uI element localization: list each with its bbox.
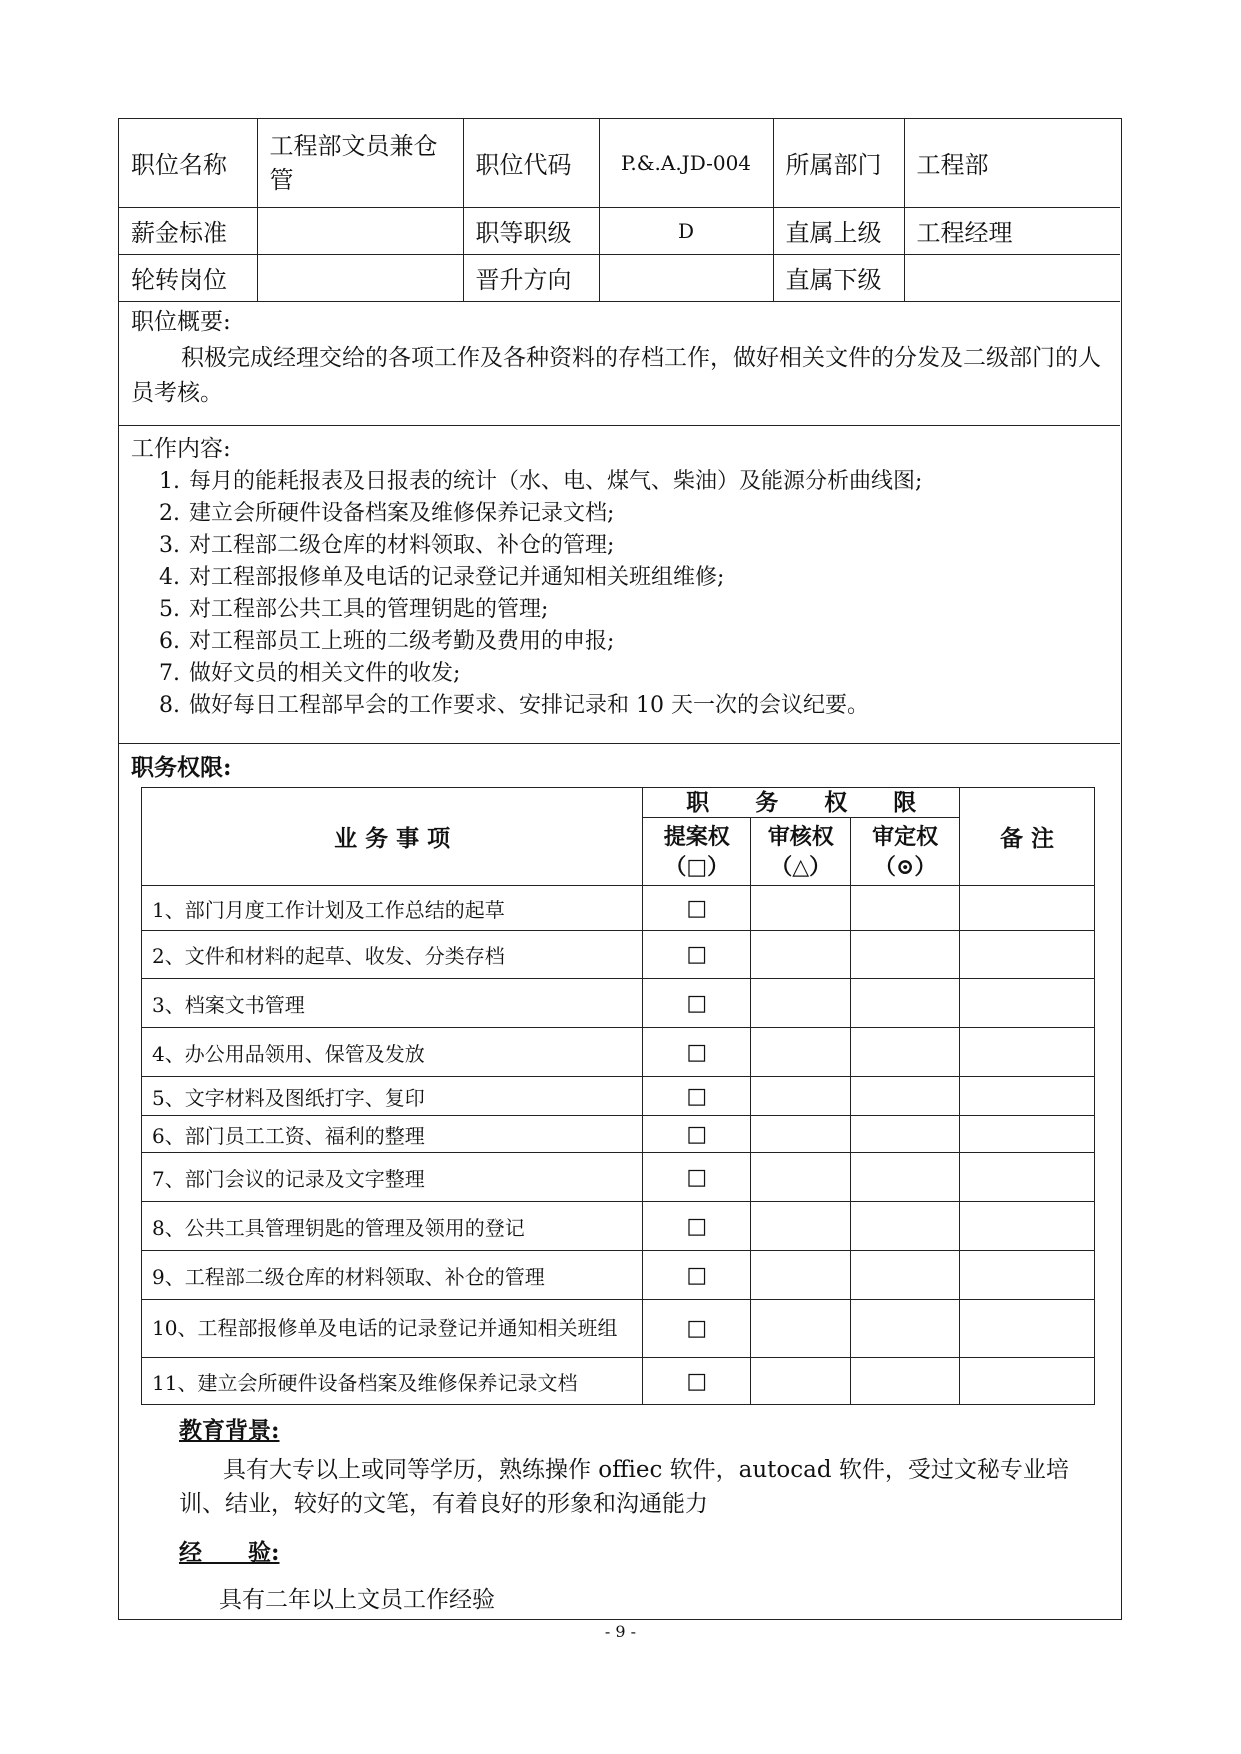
job-description-frame (118, 118, 1122, 1620)
salary-label: 薪金标准 (119, 207, 257, 254)
propose-cell: □ (643, 1116, 751, 1153)
propose-cell: □ (643, 1077, 751, 1116)
table-row (142, 886, 1095, 931)
table-row (142, 1028, 1095, 1077)
item-cell: 2、文件和材料的起草、收发、分类存档 (142, 931, 643, 979)
review-cell (751, 1251, 851, 1300)
table-row (142, 979, 1095, 1028)
rotation-value (257, 254, 463, 301)
authority-header-row (142, 788, 1095, 818)
table-row (142, 1116, 1095, 1153)
position-name-label: 职位名称 (119, 119, 257, 207)
propose-cell: □ (643, 886, 751, 931)
decide-cell (851, 931, 960, 979)
note-cell (960, 979, 1095, 1028)
decide-cell (851, 1251, 960, 1300)
subordinate-label: 直属下级 (773, 254, 904, 301)
review-header: 审核权 （△） (751, 818, 851, 886)
review-cell (751, 1358, 851, 1405)
item-cell: 5、文字材料及图纸打字、复印 (142, 1077, 643, 1116)
authority-group-header: 职 务 权 限 (643, 788, 960, 818)
propose-cell: □ (643, 979, 751, 1028)
review-cell (751, 931, 851, 979)
note-cell (960, 1077, 1095, 1116)
propose-cell: □ (643, 1358, 751, 1405)
propose-header: 提案权 （□） (643, 818, 751, 886)
table-row (142, 931, 1095, 979)
page-number: - 9 - (604, 1622, 637, 1641)
supervisor-value: 工程经理 (904, 207, 1120, 254)
department-value: 工程部 (904, 119, 1120, 207)
decide-cell (851, 1202, 960, 1251)
table-row (142, 1300, 1095, 1358)
review-cell (751, 1202, 851, 1251)
list-item: 5. 对工程部公共工具的管理钥匙的管理; (159, 597, 549, 622)
overview-title: 职位概要: (131, 309, 231, 335)
table-row (142, 1153, 1095, 1202)
info-row (119, 119, 1120, 207)
decide-cell (851, 1028, 960, 1077)
table-row (142, 1251, 1095, 1300)
list-item: 2. 建立会所硬件设备档案及维修保养记录文档; (159, 501, 615, 526)
position-name-value: 工程部文员兼仓管 (257, 119, 463, 207)
decide-cell (851, 1077, 960, 1116)
grade-label: 职等职级 (463, 207, 599, 254)
experience-section (179, 1537, 1079, 1617)
note-cell (960, 1202, 1095, 1251)
item-cell: 9、工程部二级仓库的材料领取、补仓的管理 (142, 1251, 643, 1300)
education-section (179, 1415, 1079, 1521)
note-cell (960, 1116, 1095, 1153)
info-row (119, 254, 1120, 301)
item-cell: 11、建立会所硬件设备档案及维修保养记录文档 (142, 1358, 643, 1405)
list-item: 4. 对工程部报修单及电话的记录登记并通知相关班组维修; (159, 565, 725, 590)
list-item: 8. 做好每日工程部早会的工作要求、安排记录和 10 天一次的会议纪要。 (159, 693, 869, 718)
work-section (119, 426, 1120, 744)
table-row (142, 1358, 1095, 1405)
item-cell: 1、部门月度工作计划及工作总结的起草 (142, 886, 643, 931)
authority-title: 职务权限: (131, 754, 232, 781)
review-cell (751, 979, 851, 1028)
note-column-header: 备 注 (960, 788, 1095, 886)
propose-cell: □ (643, 1300, 751, 1358)
decide-cell (851, 1153, 960, 1202)
job-info-table (119, 119, 1120, 302)
decide-cell (851, 1116, 960, 1153)
position-code-value: P.&.A.JD-004 (599, 119, 773, 207)
review-cell (751, 1028, 851, 1077)
propose-cell: □ (643, 1028, 751, 1077)
subordinate-value (904, 254, 1120, 301)
list-item: 7. 做好文员的相关文件的收发; (159, 661, 461, 686)
review-cell (751, 886, 851, 931)
item-cell: 7、部门会议的记录及文字整理 (142, 1153, 643, 1202)
propose-cell: □ (643, 1202, 751, 1251)
rotation-label: 轮转岗位 (119, 254, 257, 301)
department-label: 所属部门 (773, 119, 904, 207)
overview-section (119, 301, 1120, 426)
decide-cell (851, 1358, 960, 1405)
table-row (142, 1077, 1095, 1116)
supervisor-label: 直属上级 (773, 207, 904, 254)
review-cell (751, 1153, 851, 1202)
note-cell (960, 1153, 1095, 1202)
item-cell: 10、工程部报修单及电话的记录登记并通知相关班组 (142, 1300, 643, 1358)
experience-text: 具有二年以上文员工作经验 (219, 1587, 495, 1613)
review-cell (751, 1116, 851, 1153)
item-column-header: 业 务 事 项 (142, 788, 643, 886)
decide-cell (851, 886, 960, 931)
review-cell (751, 1077, 851, 1116)
table-row (142, 1202, 1095, 1251)
grade-value: D (599, 207, 773, 254)
position-code-label: 职位代码 (463, 119, 599, 207)
info-row (119, 207, 1120, 254)
propose-cell: □ (643, 1153, 751, 1202)
salary-value (257, 207, 463, 254)
overview-text: 积极完成经理交给的各项工作及各种资料的存档工作，做好相关文件的分发及二级部门的人员考核。 (131, 345, 1101, 406)
education-title: 教育背景: (179, 1417, 280, 1444)
promotion-value (599, 254, 773, 301)
authority-table (141, 787, 1095, 1405)
work-list (119, 466, 1120, 722)
list-item: 6. 对工程部员工上班的二级考勤及费用的申报; (159, 629, 615, 654)
work-title: 工作内容: (131, 436, 231, 462)
review-cell (751, 1300, 851, 1358)
note-cell (960, 1251, 1095, 1300)
promotion-label: 晋升方向 (463, 254, 599, 301)
education-text: 具有大专以上或同等学历，熟练操作 offiec 软件，autocad 软件，受过文秘专业培训、结业，较好的文笔，有着良好的形象和沟通能力 (179, 1457, 1069, 1517)
experience-title: 经 验: (179, 1539, 280, 1566)
propose-cell: □ (643, 1251, 751, 1300)
item-cell: 3、档案文书管理 (142, 979, 643, 1028)
item-cell: 8、公共工具管理钥匙的管理及领用的登记 (142, 1202, 643, 1251)
note-cell (960, 1358, 1095, 1405)
list-item: 1. 每月的能耗报表及日报表的统计（水、电、煤气、柴油）及能源分析曲线图; (159, 469, 923, 494)
item-cell: 4、办公用品领用、保管及发放 (142, 1028, 643, 1077)
propose-cell: □ (643, 931, 751, 979)
decide-header: 审定权 （⊙） (851, 818, 960, 886)
note-cell (960, 886, 1095, 931)
note-cell (960, 1028, 1095, 1077)
note-cell (960, 931, 1095, 979)
list-item: 3. 对工程部二级仓库的材料领取、补仓的管理; (159, 533, 615, 558)
decide-cell (851, 1300, 960, 1358)
decide-cell (851, 979, 960, 1028)
note-cell (960, 1300, 1095, 1358)
item-cell: 6、部门员工工资、福利的整理 (142, 1116, 643, 1153)
